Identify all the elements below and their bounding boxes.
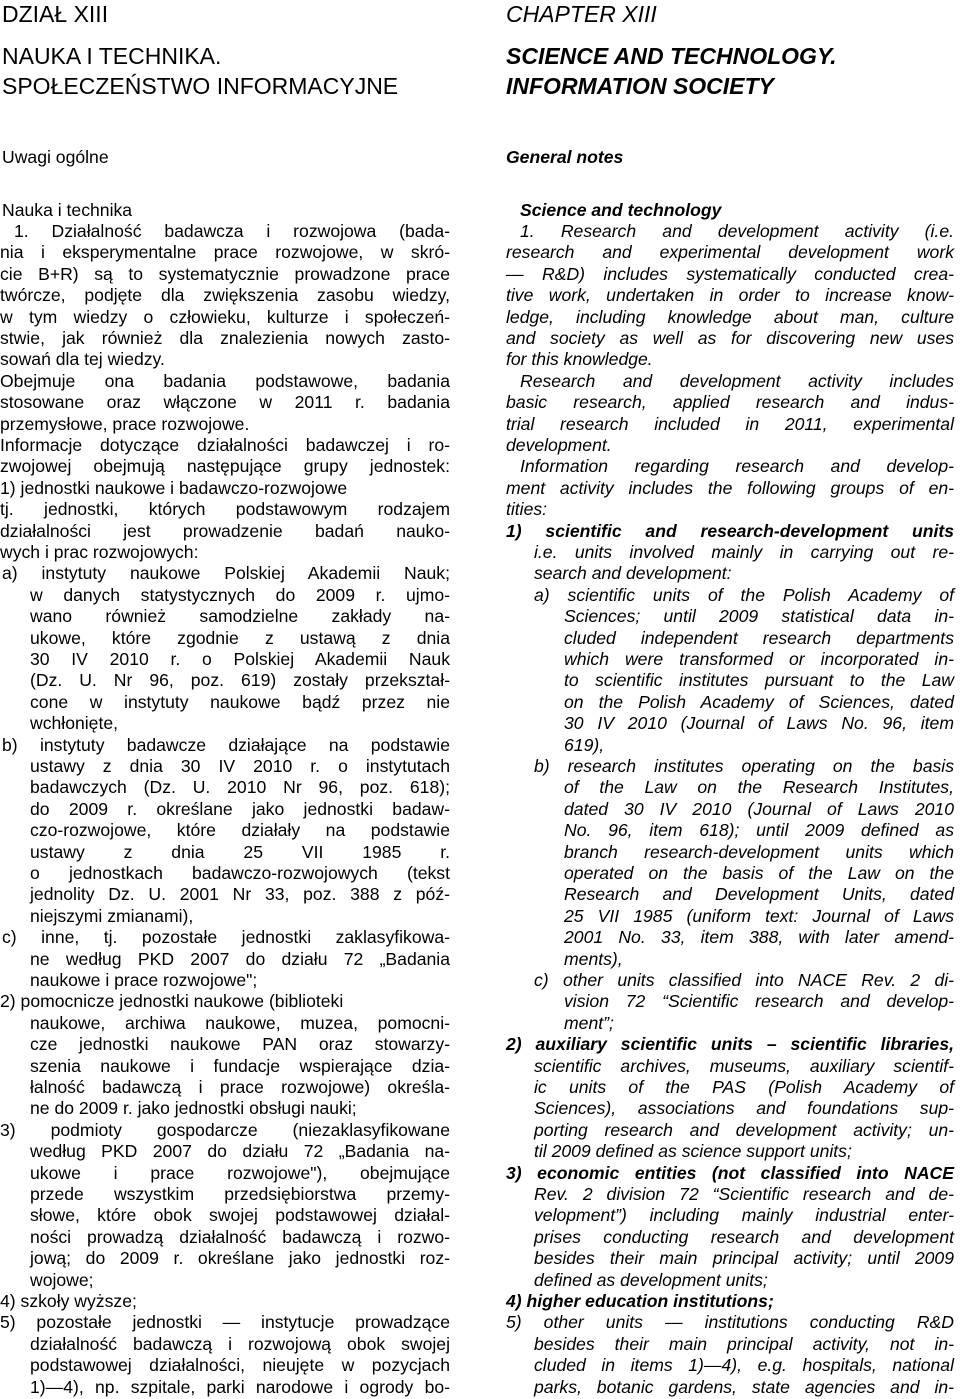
body-line: on the Polish Academy of Sciences, dated xyxy=(564,691,954,712)
body-line: działalności jest prowadzenie badań nauko- xyxy=(0,520,450,541)
body-line: 4) szkoły wyższe; xyxy=(0,1291,137,1311)
chapter-title-line-2: SPOŁECZEŃSTWO INFORMACYJNE xyxy=(2,73,399,99)
body-line: c) inne, tj. pozostałe jednostki zaklasyfikowa- xyxy=(2,927,450,948)
body-line: stosowane oraz włączone w 2011 r. badania xyxy=(0,392,450,413)
body-line: 30 IV 2010 r. o Polskiej Akademii Nauk xyxy=(30,649,450,669)
body-line: cie B+R) są to systematycznie prowadzone prace xyxy=(0,263,450,284)
body-line: 2) pomocnicze jednostki naukowe (biblioteki xyxy=(0,991,344,1012)
body-line: b) research institutes operating on the basis xyxy=(534,756,954,776)
body-line: o jednostkach badawczo-rozwojowych (tekst xyxy=(30,863,450,883)
chapter-label: CHAPTER XIII xyxy=(506,1,657,27)
body-line: i.e. units involved mainly in carrying out re- xyxy=(534,542,954,562)
body-line: development. xyxy=(506,435,612,455)
body-line: 619), xyxy=(564,734,605,755)
body-line: which were transformed or incorporated in- xyxy=(564,649,954,669)
body-line: podstawowej działalności, nieujęte w pozycjach xyxy=(30,1355,450,1376)
body-line: jednolity Dz. U. 2001 Nr 33, poz. 388 z póź- xyxy=(30,884,450,905)
body-line: branch research-development units which xyxy=(564,841,954,862)
body-line: besides their main principal activity, not in- xyxy=(534,1333,954,1354)
body-line: research and experimental development work xyxy=(506,242,954,263)
body-line: w danych statystycznych do 2009 r. ujmo- xyxy=(30,584,450,605)
body-line: ne do 2009 r. jako jednostki obsługi nauki; xyxy=(30,1098,357,1119)
body-line: Research and development activity includes xyxy=(520,370,954,391)
body-line: jową; do 2009 r. określane jako jednostki roz- xyxy=(30,1248,450,1269)
section-subheading: Nauka i technika xyxy=(2,200,133,220)
body-line: 5) other units — institutions conducting R&D xyxy=(506,1312,954,1333)
body-line: Information regarding research and develop- xyxy=(520,456,954,477)
body-line: ledge, including knowledge about man, culture xyxy=(506,306,954,327)
body-line: trial research included in 2011, experimental xyxy=(506,413,954,434)
body-line: (Dz. U. Nr 96, poz. 619) zostały przekształ- xyxy=(30,670,450,691)
body-line: tj. jednostki, których podstawowym rodzajem xyxy=(0,499,450,520)
body-line: sowań dla tej wiedzy. xyxy=(0,349,165,370)
body-line: search and development: xyxy=(534,563,732,584)
body-line: ności prowadzą działalność badawczą i rozwo- xyxy=(30,1226,450,1247)
body-line: przede wszystkim przedsiębiorstwa przemy- xyxy=(30,1184,450,1204)
body-line: wojowe; xyxy=(30,1269,94,1290)
body-line: 25 VII 1985 (uniform text: Journal of Laws xyxy=(564,905,954,926)
body-line: and society as well as for discovering new uses xyxy=(506,328,954,348)
body-line: 2001 No. 33, item 388, with later amend- xyxy=(564,927,954,948)
body-line: szenia naukowe i fundacje wspierające dzia- xyxy=(30,1055,450,1076)
body-line: Rev. 2 division 72 “Scientific research and de- xyxy=(534,1184,954,1204)
body-line: ic units of the PAS (Polish Academy of xyxy=(534,1077,954,1097)
body-line: Sciences), associations and foundations sup- xyxy=(534,1098,954,1119)
body-line: 1) scientific and research-development units xyxy=(506,520,954,541)
body-line: tive work, undertaken in order to increase know- xyxy=(506,285,954,306)
body-line: parks, botanic gardens, state agencies and in- xyxy=(534,1376,954,1397)
body-line: słowe, które obok swojej podstawowej działal- xyxy=(30,1205,450,1226)
body-line: No. 96, item 618); until 2009 defined as xyxy=(564,820,954,841)
body-line: ne według PKD 2007 do działu 72 „Badania xyxy=(30,948,450,969)
body-line: til 2009 defined as science support units; xyxy=(534,1141,852,1162)
body-line: naukowe, archiwa naukowe, muzea, pomocni- xyxy=(30,1012,450,1033)
body-line: cze jednostki naukowe PAN oraz stowarzy- xyxy=(30,1034,450,1055)
body-line: niejszymi zmianami), xyxy=(30,905,194,926)
body-line: besides their main principal activity; until 2009 xyxy=(534,1248,954,1269)
body-line: dated 30 IV 2010 (Journal of Laws 2010 xyxy=(564,798,954,819)
body-line: wchłonięte, xyxy=(30,713,119,734)
body-line: nia i eksperymentalne prace rozwojowe, w skró- xyxy=(0,242,450,263)
body-line: 1. Działalność badawcza i rozwojowa (bada- xyxy=(14,221,450,241)
body-line: vision 72 “Scientific research and develop- xyxy=(564,991,954,1012)
body-line: Research and Development Units, dated xyxy=(564,884,954,905)
body-line: badawczych (Dz. U. 2010 Nr 96, poz. 618); xyxy=(30,777,450,798)
body-line: działalność badawczą i rozwojową obok swojej xyxy=(30,1333,450,1354)
body-line: 3) podmioty gospodarcze (niezaklasyfikowane xyxy=(0,1119,450,1140)
body-line: przemysłowe, prace rozwojowe. xyxy=(0,413,250,434)
body-line: prises conducting research and development xyxy=(534,1226,954,1247)
body-line: ustawy z dnia 25 VII 1985 r. xyxy=(30,841,450,862)
body-line: 1)—4), np. szpitale, parki narodowe i ogrody bo- xyxy=(30,1376,450,1397)
body-line: 30 IV 2010 (Journal of Laws No. 96, item xyxy=(564,713,954,734)
general-notes-heading: General notes xyxy=(506,147,624,167)
body-line: — R&D) includes systematically conducted crea- xyxy=(506,263,954,284)
chapter-title-line-2: INFORMATION SOCIETY xyxy=(506,73,774,99)
body-line: operated on the basis of the Law on the xyxy=(564,863,954,883)
body-line: basic research, applied research and indus- xyxy=(506,392,954,413)
body-line: b) instytuty badawcze działające na podstawie xyxy=(2,734,450,755)
chapter-label: DZIAŁ XIII xyxy=(2,1,109,27)
body-line: 1) jednostki naukowe i badawczo-rozwojowe xyxy=(0,477,348,498)
body-line: ments), xyxy=(564,948,623,969)
body-line: naukowe i prace rozwojowe"; xyxy=(30,970,258,990)
body-line: łalność badawczą i prace rozwojowe) określa- xyxy=(30,1077,450,1097)
body-line: ment”; xyxy=(564,1012,614,1033)
body-line: tities: xyxy=(506,499,548,520)
body-line: cluded independent research departments xyxy=(564,627,954,648)
section-subheading: Science and technology xyxy=(520,200,722,220)
body-line: cluded in items 1)—4), e.g. hospitals, national xyxy=(534,1355,954,1376)
body-line: of the Law on the Research Institutes, xyxy=(564,777,954,798)
body-line: to scientific institutes pursuant to the Law xyxy=(564,670,954,691)
body-line: 1. Research and development activity (i.e. xyxy=(520,221,954,241)
body-line: ukowe i prace rozwojowe"), obejmujące xyxy=(30,1162,450,1183)
body-line: w tym wiedzy o człowieku, kulturze i społeczeń- xyxy=(0,306,450,327)
body-line: 5) pozostałe jednostki — instytucje prowadzące xyxy=(0,1312,450,1333)
body-line: defined as development units; xyxy=(534,1269,768,1290)
body-line: ment activity includes the following groups of en- xyxy=(506,477,954,498)
body-line: wano również samodzielne zakłady na- xyxy=(30,606,450,627)
body-line: czo-rozwojowe, które działały na podstawie xyxy=(30,820,450,841)
body-line: 4) higher education institutions; xyxy=(506,1291,774,1311)
body-line: a) scientific units of the Polish Academy of xyxy=(534,584,954,605)
body-line: zwojowej obejmują następujące grupy jednostek: xyxy=(0,456,450,477)
body-line: 2) auxiliary scientific units – scientific libraries, xyxy=(506,1034,954,1055)
body-line: a) instytuty naukowe Polskiej Akademii Nauk; xyxy=(2,563,450,584)
general-notes-heading: Uwagi ogólne xyxy=(2,147,109,167)
body-line: Obejmuje ona badania podstawowe, badania xyxy=(0,370,450,391)
body-line: stwie, jak również dla znalezienia nowych zasto- xyxy=(0,328,450,348)
chapter-title-line-1: SCIENCE AND TECHNOLOGY. xyxy=(506,43,837,69)
body-line: ustawy z dnia 30 IV 2010 r. o instytutach xyxy=(30,756,450,776)
body-line: wych i prac rozwojowych: xyxy=(0,542,199,562)
body-line: do 2009 r. określane jako jednostki badaw- xyxy=(30,798,450,819)
body-line: według PKD 2007 do działu 72 „Badania na- xyxy=(30,1141,450,1162)
body-line: scientific archives, museums, auxiliary scientif- xyxy=(534,1055,954,1076)
body-line: twórcze, podjęte dla zwiększenia zasobu wiedzy, xyxy=(0,285,450,306)
body-line: velopment”) including mainly industrial enter- xyxy=(534,1205,954,1226)
chapter-title-line-1: NAUKA I TECHNIKA. xyxy=(2,43,222,69)
body-line: c) other units classified into NACE Rev. 2 di- xyxy=(534,970,954,990)
body-line: Sciences; until 2009 statistical data in- xyxy=(564,606,954,627)
body-line: Informacje dotyczące działalności badawczej i ro- xyxy=(0,435,450,455)
body-line: 3) economic entities (not classified into NACE xyxy=(506,1162,954,1183)
body-line: porting research and development activity; un- xyxy=(534,1119,954,1140)
body-line: ukowe, które zgodnie z ustawą z dnia xyxy=(30,627,450,648)
body-line: cone w instytuty naukowe bądź przez nie xyxy=(30,691,450,712)
body-line: for this knowledge. xyxy=(506,349,653,370)
